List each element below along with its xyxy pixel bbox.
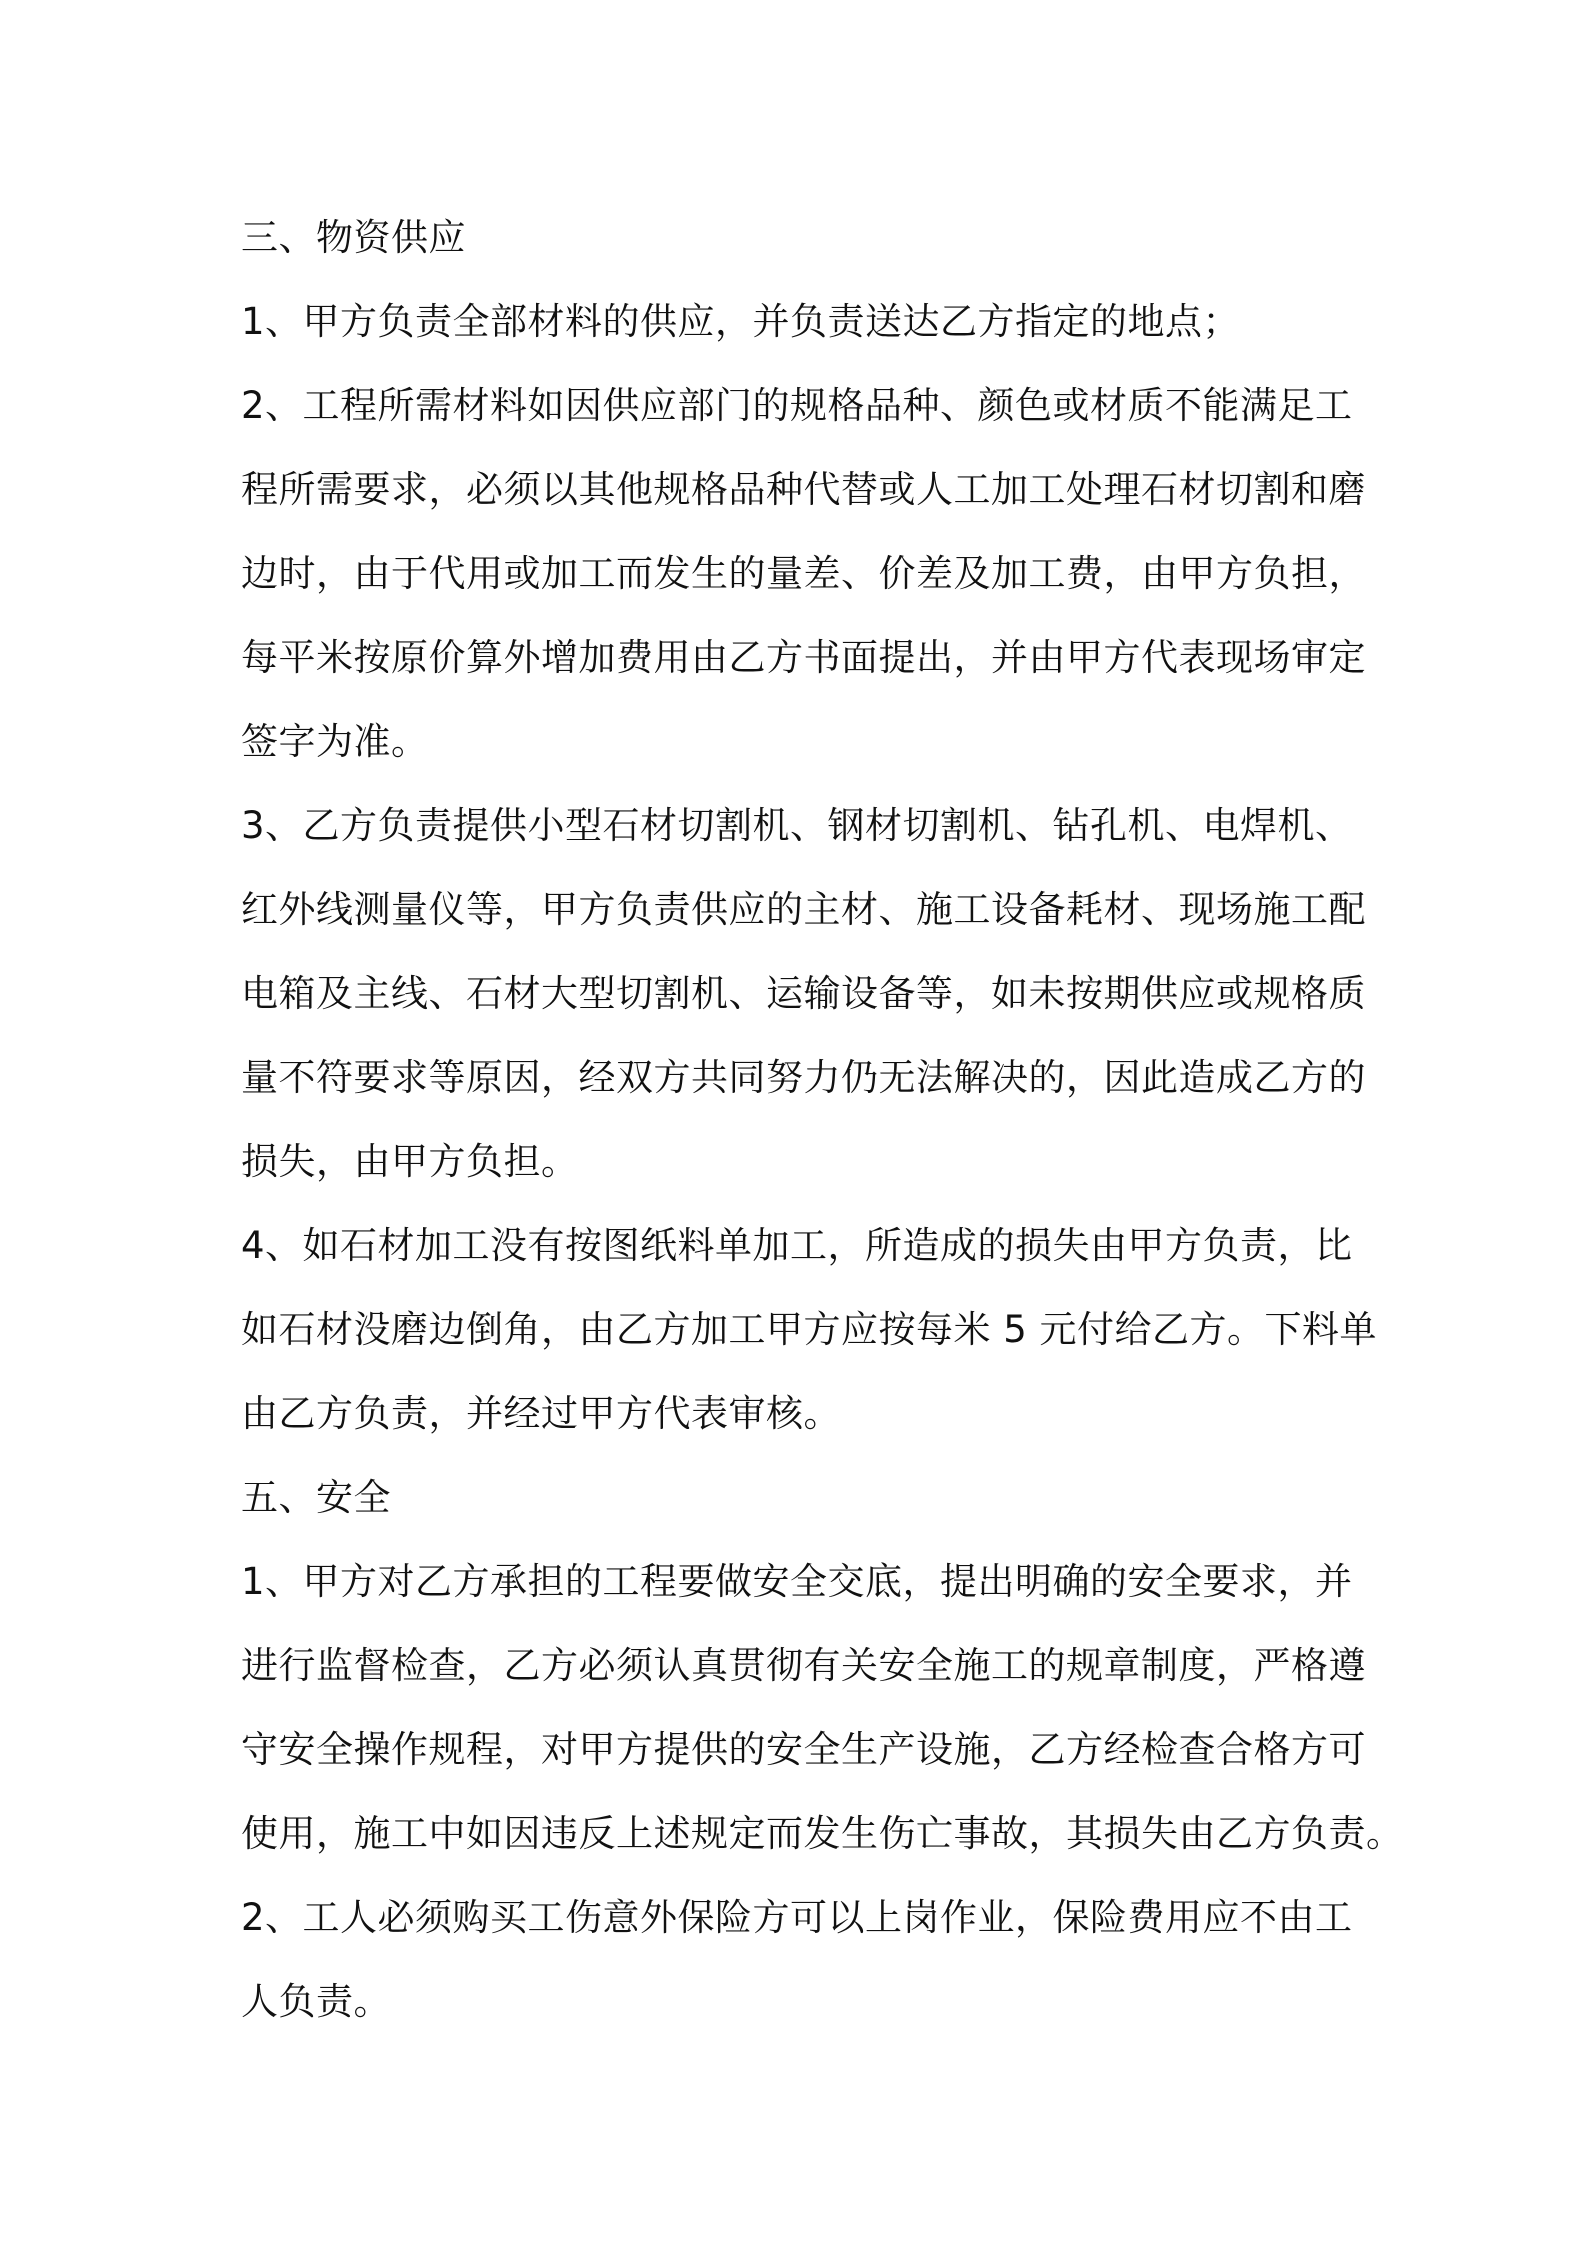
text-line: 每平米按原价算外增加费用由乙方书面提出，并由甲方代表现场审定	[241, 636, 1366, 679]
text-line: 守安全操作规程，对甲方提供的安全生产设施，乙方经检查合格方可	[241, 1728, 1366, 1771]
text-line: 边时，由于代用或加工而发生的量差、价差及加工费，由甲方负担，	[241, 552, 1366, 595]
section-heading-safety: 五、安全	[241, 1476, 391, 1519]
text-line: 1、甲方负责全部材料的供应，并负责送达乙方指定的地点；	[241, 300, 1241, 343]
text-line: 损失，由甲方负担。	[241, 1140, 579, 1183]
text-line: 4、如石材加工没有按图纸料单加工，所造成的损失由甲方负责，比	[241, 1224, 1353, 1267]
text-line: 程所需要求，必须以其他规格品种代替或人工加工处理石材切割和磨	[241, 468, 1366, 511]
text-line: 2、工人必须购买工伤意外保险方可以上岗作业，保险费用应不由工	[241, 1896, 1353, 1939]
text-line: 量不符要求等原因，经双方共同努力仍无法解决的，因此造成乙方的	[241, 1056, 1366, 1099]
text-line: 红外线测量仪等，甲方负责供应的主材、施工设备耗材、现场施工配	[241, 888, 1366, 931]
text-line: 3、乙方负责提供小型石材切割机、钢材切割机、钻孔机、电焊机、	[241, 804, 1353, 847]
text-line: 电箱及主线、石材大型切割机、运输设备等，如未按期供应或规格质	[241, 972, 1366, 1015]
text-line: 由乙方负责，并经过甲方代表审核。	[241, 1392, 841, 1435]
document-body	[241, 196, 1404, 2044]
text-line: 2、工程所需材料如因供应部门的规格品种、颜色或材质不能满足工	[241, 384, 1353, 427]
section-heading-material-supply: 三、物资供应	[241, 216, 466, 259]
text-line: 签字为准。	[241, 720, 429, 763]
text-line: 进行监督检查，乙方必须认真贯彻有关安全施工的规章制度，严格遵	[241, 1644, 1366, 1687]
text-line: 1、甲方对乙方承担的工程要做安全交底，提出明确的安全要求，并	[241, 1560, 1353, 1603]
text-line: 如石材没磨边倒角，由乙方加工甲方应按每米 5 元付给乙方。下料单	[241, 1308, 1378, 1351]
text-line: 人负责。	[241, 1980, 391, 2023]
text-line: 使用，施工中如因违反上述规定而发生伤亡事故，其损失由乙方负责。	[241, 1812, 1404, 1855]
